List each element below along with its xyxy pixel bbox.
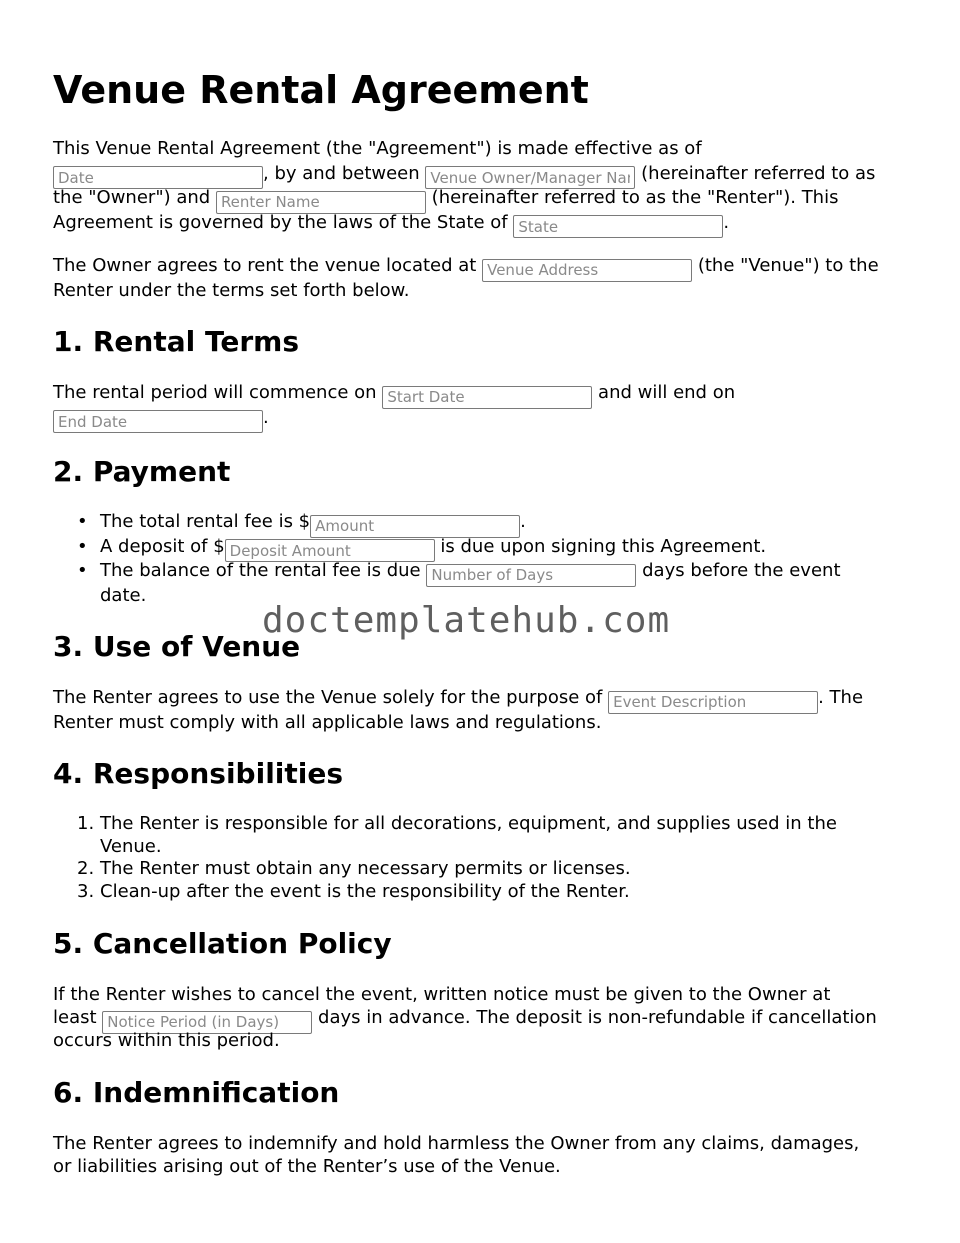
section-heading-responsibilities: 4. Responsibilities (53, 757, 344, 790)
list-item (53, 858, 909, 881)
list-number: 2. (77, 858, 95, 879)
indemnification-paragraph (53, 1132, 909, 1178)
use-paragraph (53, 686, 909, 735)
payment-text: The balance of the rental fee is due (100, 560, 421, 581)
cancellation-text: occurs within this period. (53, 1030, 280, 1051)
section-heading-rental-terms: 1. Rental Terms (53, 325, 299, 358)
intro-text: . (723, 211, 730, 233)
venue-text: (the "Venue") to the (697, 255, 879, 276)
rental-terms-text: . (263, 406, 269, 428)
list-number: 3. (77, 880, 95, 902)
state-field[interactable] (513, 215, 723, 238)
list-item-text: The Renter is responsible for all decorations, equipment, and supplies used in the (100, 813, 837, 834)
list-item (53, 535, 909, 560)
cancellation-text: least (53, 1007, 97, 1028)
cancellation-paragraph (53, 983, 909, 1052)
list-number: 1. (77, 813, 95, 834)
intro-text: (hereinafter referred to as (641, 162, 876, 184)
payment-text: date. (100, 584, 147, 606)
rental-terms-text: and will end on (598, 382, 736, 403)
list-item (53, 813, 909, 858)
list-item-text: The Renter must obtain any necessary permits or licenses. (100, 858, 631, 879)
payment-text: The total rental fee is $ (100, 511, 311, 532)
section-heading-indemnification: 6. Indemnification (53, 1076, 340, 1109)
venue-paragraph (53, 254, 909, 303)
list-item (53, 510, 909, 535)
list-item-text: Venue. (100, 835, 162, 857)
list-item (53, 881, 909, 904)
intro-text: Agreement is governed by the laws of the State of (53, 211, 508, 233)
page-title: Venue Rental Agreement (53, 68, 589, 112)
use-text: . The (818, 687, 864, 708)
section-heading-payment: 2. Payment (53, 455, 231, 488)
section-heading-use-of-venue: 3. Use of Venue (53, 630, 301, 663)
payment-text: . (520, 511, 526, 532)
event-description-field[interactable] (608, 691, 818, 714)
section-heading-cancellation: 5. Cancellation Policy (53, 927, 392, 960)
intro-text: , by and between (263, 162, 420, 184)
indemnification-text: The Renter agrees to indemnify and hold harmless the Owner from any claims, damages, (53, 1133, 860, 1154)
payment-text: A deposit of $ (100, 535, 225, 557)
cancellation-text: If the Renter wishes to cancel the event, written notice must be given to the Owner at (53, 984, 831, 1005)
payment-text: is due upon signing this Agreement. (440, 535, 767, 557)
use-text: Renter must comply with all applicable laws and regulations. (53, 711, 602, 733)
responsibilities-list (53, 813, 909, 903)
rental-terms-text: The rental period will commence on (53, 382, 377, 403)
end-date-field[interactable] (53, 410, 263, 433)
watermark: doctemplatehub.com (262, 600, 671, 641)
start-date-field[interactable] (382, 386, 592, 409)
intro-text: This Venue Rental Agreement (the "Agreement") is made effective as of (53, 138, 702, 159)
intro-paragraph (53, 137, 909, 235)
venue-text: The Owner agrees to rent the venue located at (53, 255, 477, 276)
payment-list (53, 510, 909, 608)
list-item-text: Clean-up after the event is the responsibility of the Renter. (100, 880, 630, 902)
venue-text: Renter under the terms set forth below. (53, 279, 410, 301)
intro-text: (hereinafter referred to as the "Renter"). This (431, 187, 839, 208)
payment-text: days before the event (642, 560, 841, 581)
cancellation-text: days in advance. The deposit is non-refundable if cancellation (318, 1007, 877, 1028)
rental-terms-paragraph (53, 381, 909, 430)
intro-text: the "Owner") and (53, 187, 211, 208)
indemnification-text: or liabilities arising out of the Renter’s use of the Venue. (53, 1156, 561, 1177)
number-of-days-field[interactable] (426, 564, 636, 587)
use-text: The Renter agrees to use the Venue solely for the purpose of (53, 687, 603, 708)
venue-address-field[interactable] (482, 259, 692, 282)
